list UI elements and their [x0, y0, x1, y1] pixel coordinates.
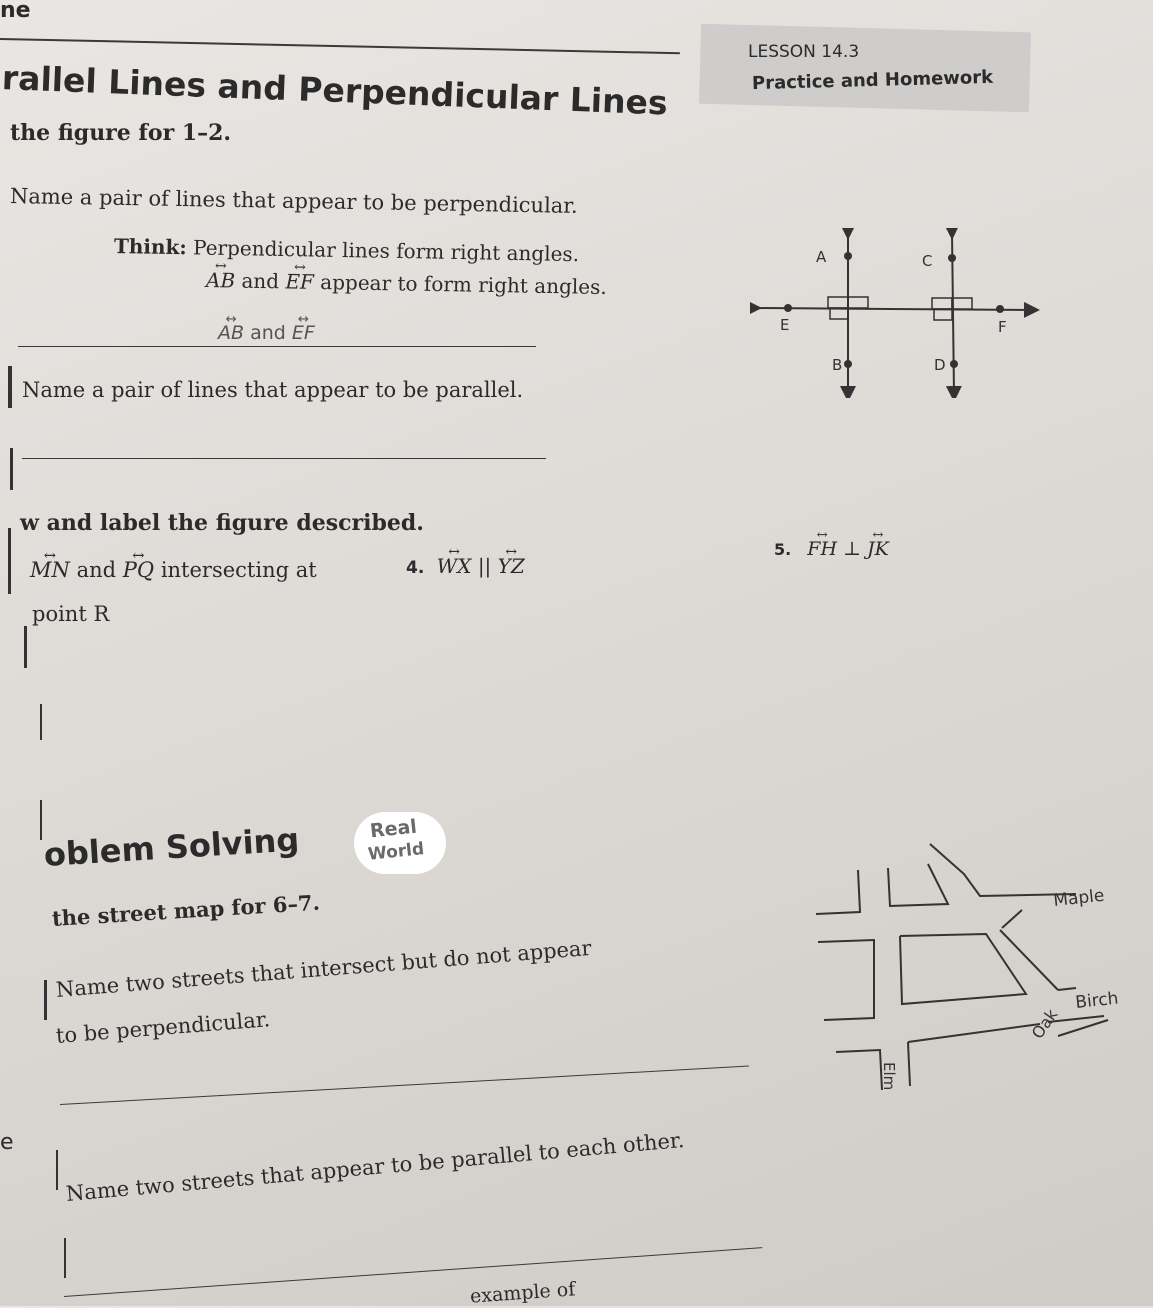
line-wx: ↔ WX	[437, 554, 472, 578]
margin-mark	[56, 1150, 58, 1190]
think-rest: appear to form right angles.	[320, 269, 607, 299]
line-mn: ↔ MN	[30, 558, 70, 582]
street-label-elm: Elm	[880, 1062, 898, 1091]
margin-mark	[40, 800, 42, 840]
section3-instruction: the street map for 6–7.	[51, 889, 321, 931]
lesson-subtitle: Practice and Homework	[751, 66, 994, 95]
q1-think-line2	[206, 268, 607, 299]
lines-figure	[750, 228, 1040, 398]
q1-prompt: Name a pair of lines that appear to be perpendicular.	[9, 184, 578, 218]
margin-mark	[8, 366, 12, 408]
margin-mark	[24, 626, 27, 668]
point-label: E	[780, 316, 790, 334]
q4-text	[406, 554, 525, 578]
point-label: C	[922, 252, 933, 270]
name-underline	[0, 38, 680, 54]
q3-and: and	[76, 558, 117, 582]
lesson-label: LESSON 14.3	[748, 42, 860, 62]
q2-prompt: Name a pair of lines that appear to be parallel.	[22, 378, 524, 402]
q3-rest: intersecting at	[160, 558, 317, 582]
section1-instruction: the figure for 1–2.	[10, 120, 232, 146]
line-fh: ↔ FH	[807, 538, 837, 560]
q7-prompt: Name two streets that appear to be parallel to each other.	[64, 1127, 686, 1206]
margin-mark	[40, 704, 42, 740]
name-label-fragment: ne	[0, 0, 31, 23]
answer-and: and	[250, 322, 286, 344]
margin-mark	[10, 448, 13, 490]
q7-answer-line[interactable]	[64, 1247, 762, 1297]
badge-line2: World	[367, 839, 426, 865]
street-label-oak: Oak	[1027, 1005, 1062, 1043]
point-label: B	[832, 356, 843, 374]
q6-prompt-line1: Name two streets that intersect but do not appear	[55, 935, 593, 1002]
margin-mark	[44, 980, 47, 1020]
problem-solving-heading: oblem Solving	[42, 820, 301, 874]
margin-mark	[8, 528, 11, 594]
think-label: Think:	[113, 234, 188, 260]
q2-answer-line[interactable]	[22, 458, 546, 459]
think-text: Perpendicular lines form right angles.	[192, 235, 580, 267]
line-ef: ↔ EF	[285, 269, 314, 293]
street-label-maple: Maple	[1052, 885, 1106, 911]
footer-fragment: example of	[469, 1278, 576, 1308]
street-map	[808, 840, 1138, 1130]
q5-number: 5.	[774, 540, 792, 559]
margin-letter: e	[0, 1130, 14, 1155]
q6-prompt-line2: to be perpendicular.	[55, 1007, 271, 1048]
q3-text	[30, 558, 317, 582]
street-label-birch: Birch	[1074, 988, 1120, 1013]
line-pq: ↔ PQ	[123, 558, 154, 582]
badge-line1: Real	[368, 815, 418, 843]
line-yz: ↔ YZ	[498, 554, 525, 578]
answer-ab: ↔ AB	[218, 322, 244, 344]
line-ef-graphic	[754, 308, 1032, 310]
q4-number: 4.	[406, 558, 425, 578]
q6-answer-line[interactable]	[60, 1065, 749, 1105]
q3-rest2: point R	[32, 602, 110, 626]
section2-instruction: w and label the figure described.	[20, 510, 424, 536]
parallel-symbol: ||	[477, 554, 492, 578]
q1-answer	[218, 322, 315, 344]
answer-ef: ↔ EF	[292, 322, 315, 344]
margin-mark	[64, 1238, 66, 1278]
q1-answer-line[interactable]	[18, 346, 536, 347]
and-word: and	[241, 268, 280, 294]
line-jk: ↔ JK	[867, 538, 889, 560]
perpendicular-symbol: ⊥	[843, 538, 861, 560]
page-title: rallel Lines and Perpendicular Lines	[1, 58, 669, 123]
point-label: A	[816, 248, 827, 266]
q5-text	[774, 538, 889, 560]
q1-think	[114, 234, 579, 266]
point-label: D	[934, 356, 946, 374]
line-ab: ↔ AB	[206, 268, 236, 293]
point-label: F	[998, 318, 1007, 336]
